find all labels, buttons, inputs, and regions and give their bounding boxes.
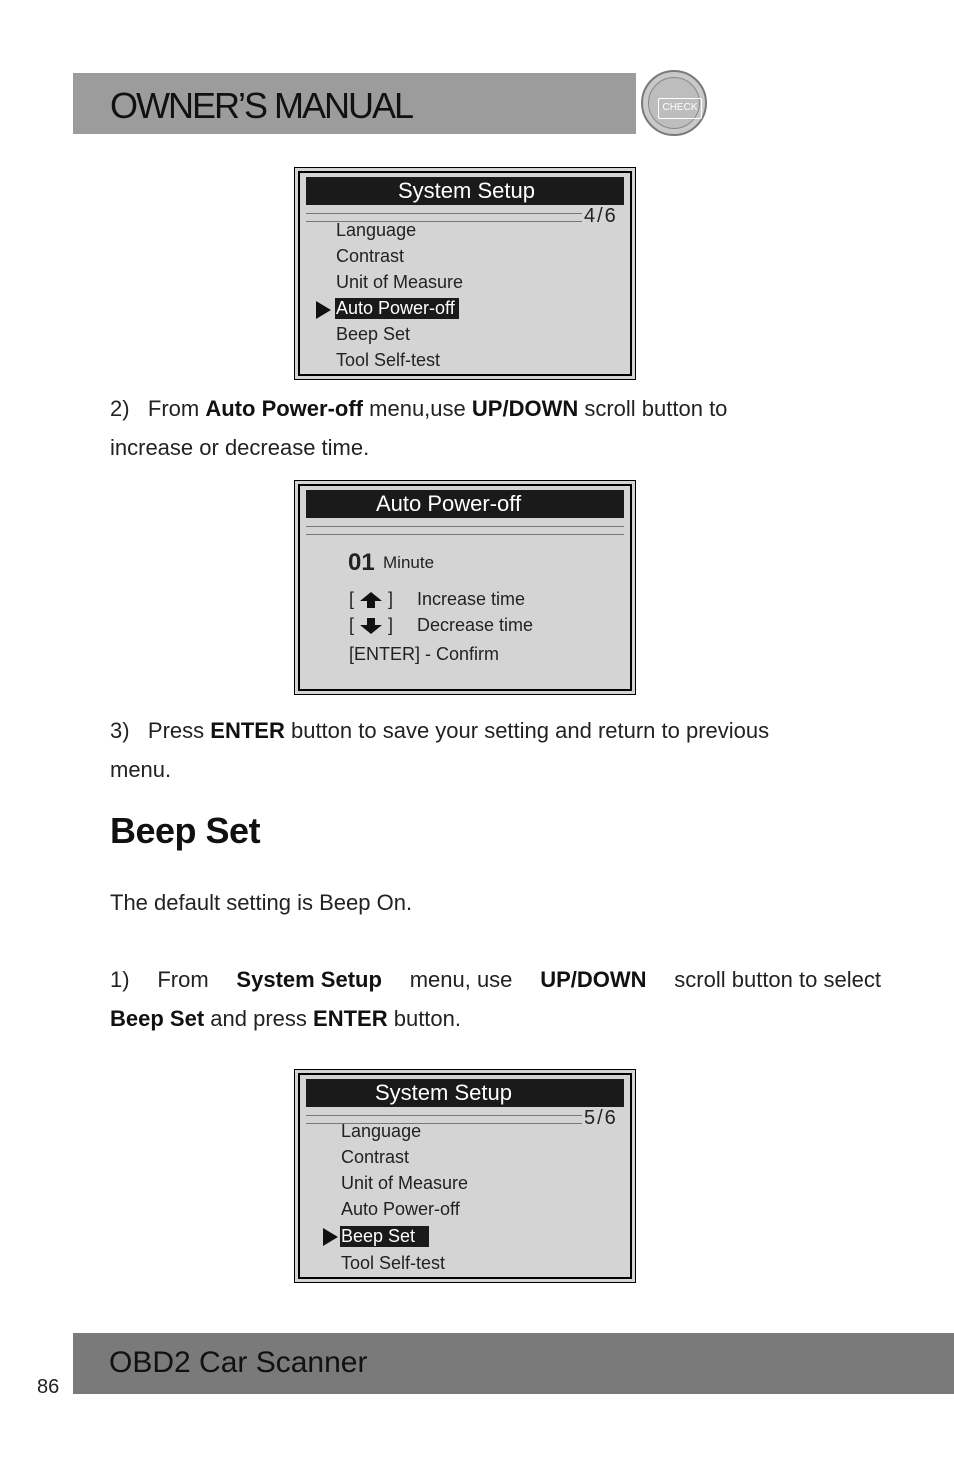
screen-auto-power-off xyxy=(294,480,636,695)
step-text: scroll button to xyxy=(584,396,728,421)
screen-title: System Setup xyxy=(398,178,535,203)
header-bar xyxy=(73,73,636,134)
page-indicator: 5/6 xyxy=(584,1107,618,1129)
step-text: menu,use xyxy=(369,396,466,421)
step-2-line-1 xyxy=(110,396,727,422)
step-3-line-2: menu. xyxy=(110,757,172,782)
screen-title-bar xyxy=(306,490,624,518)
selection-pointer-icon xyxy=(323,1228,338,1246)
key-name: UP/DOWN xyxy=(471,396,579,421)
down-arrow-icon xyxy=(359,617,383,635)
screen-system-setup-1 xyxy=(294,167,636,380)
step-number: 2) xyxy=(110,396,130,421)
key-name: ENTER xyxy=(210,718,285,743)
screen-title: Auto Power-off xyxy=(376,491,522,516)
bracket-close: ] xyxy=(388,615,394,635)
decrease-key xyxy=(349,615,393,636)
step-text: and press xyxy=(210,1006,307,1031)
timer-unit: Minute xyxy=(383,553,435,572)
footer-bar xyxy=(73,1333,954,1394)
step-text: button. xyxy=(393,1006,461,1031)
menu-item-unit-of-measure[interactable]: Unit of Measure xyxy=(341,1173,469,1193)
menu-item-contrast[interactable]: Contrast xyxy=(341,1147,410,1167)
menu-name: Auto Power-off xyxy=(205,396,364,421)
check-engine-badge-inner xyxy=(648,77,700,129)
step-text: button to save your setting and return to previous xyxy=(290,718,770,743)
step-number: 1) xyxy=(110,967,130,992)
beep-step-1-line-1 xyxy=(110,967,881,993)
footer-title: OBD2 Car Scanner xyxy=(109,1346,368,1379)
bracket-open: [ xyxy=(349,615,355,635)
page-indicator: 4/6 xyxy=(584,205,618,227)
screen-title-bar xyxy=(306,177,624,205)
key-name: ENTER xyxy=(313,1006,388,1031)
step-text: Press xyxy=(147,718,205,743)
screen-title: System Setup xyxy=(375,1080,512,1105)
bracket-open: [ xyxy=(349,589,355,609)
check-engine-icon xyxy=(641,70,707,136)
increase-key xyxy=(349,589,393,610)
step-number: 3) xyxy=(110,718,130,743)
page-number: 86 xyxy=(37,1376,60,1398)
separator-line xyxy=(306,526,624,535)
screen-title-bar xyxy=(306,1079,624,1107)
step-text: From xyxy=(147,396,200,421)
page-title: OWNER’S MANUAL xyxy=(110,85,413,126)
menu-item-beep-set[interactable]: Beep Set xyxy=(336,324,411,344)
check-engine-label: CHECK xyxy=(658,98,702,119)
default-setting-text: The default setting is Beep On. xyxy=(110,890,413,915)
menu-item-name: Beep Set xyxy=(110,1006,205,1031)
menu-item-language[interactable]: Language xyxy=(341,1121,422,1141)
selection-pointer-icon xyxy=(316,301,331,319)
menu-item-contrast[interactable]: Contrast xyxy=(336,246,405,266)
step-text: menu, use xyxy=(409,967,513,992)
menu-name: System Setup xyxy=(236,967,382,992)
step-text: scroll button to select xyxy=(674,967,881,992)
up-arrow-icon xyxy=(359,591,383,609)
screen-system-setup-2 xyxy=(294,1069,636,1283)
menu-item-tool-self-test[interactable]: Tool Self-test xyxy=(336,350,441,370)
menu-item-beep-set[interactable]: Beep Set xyxy=(340,1226,429,1247)
confirm-hint: [ENTER] - Confirm xyxy=(349,644,500,664)
menu-item-auto-power-off[interactable]: Auto Power-off xyxy=(341,1199,460,1219)
menu-item-tool-self-test[interactable]: Tool Self-test xyxy=(341,1253,446,1273)
section-title: Beep Set xyxy=(110,810,261,851)
timer-value: 01 xyxy=(348,549,375,576)
menu-item-auto-power-off[interactable]: Auto Power-off xyxy=(335,298,459,319)
menu-item-language[interactable]: Language xyxy=(336,220,417,240)
step-2-line-2: increase or decrease time. xyxy=(110,435,370,460)
increase-label: Increase time xyxy=(417,589,526,609)
beep-step-1-line-2 xyxy=(110,1006,461,1032)
decrease-label: Decrease time xyxy=(417,615,534,635)
bracket-close: ] xyxy=(388,589,394,609)
step-text: From xyxy=(157,967,209,992)
key-name: UP/DOWN xyxy=(540,967,647,992)
step-3-line-1 xyxy=(110,718,769,744)
menu-item-unit-of-measure[interactable]: Unit of Measure xyxy=(336,272,464,292)
